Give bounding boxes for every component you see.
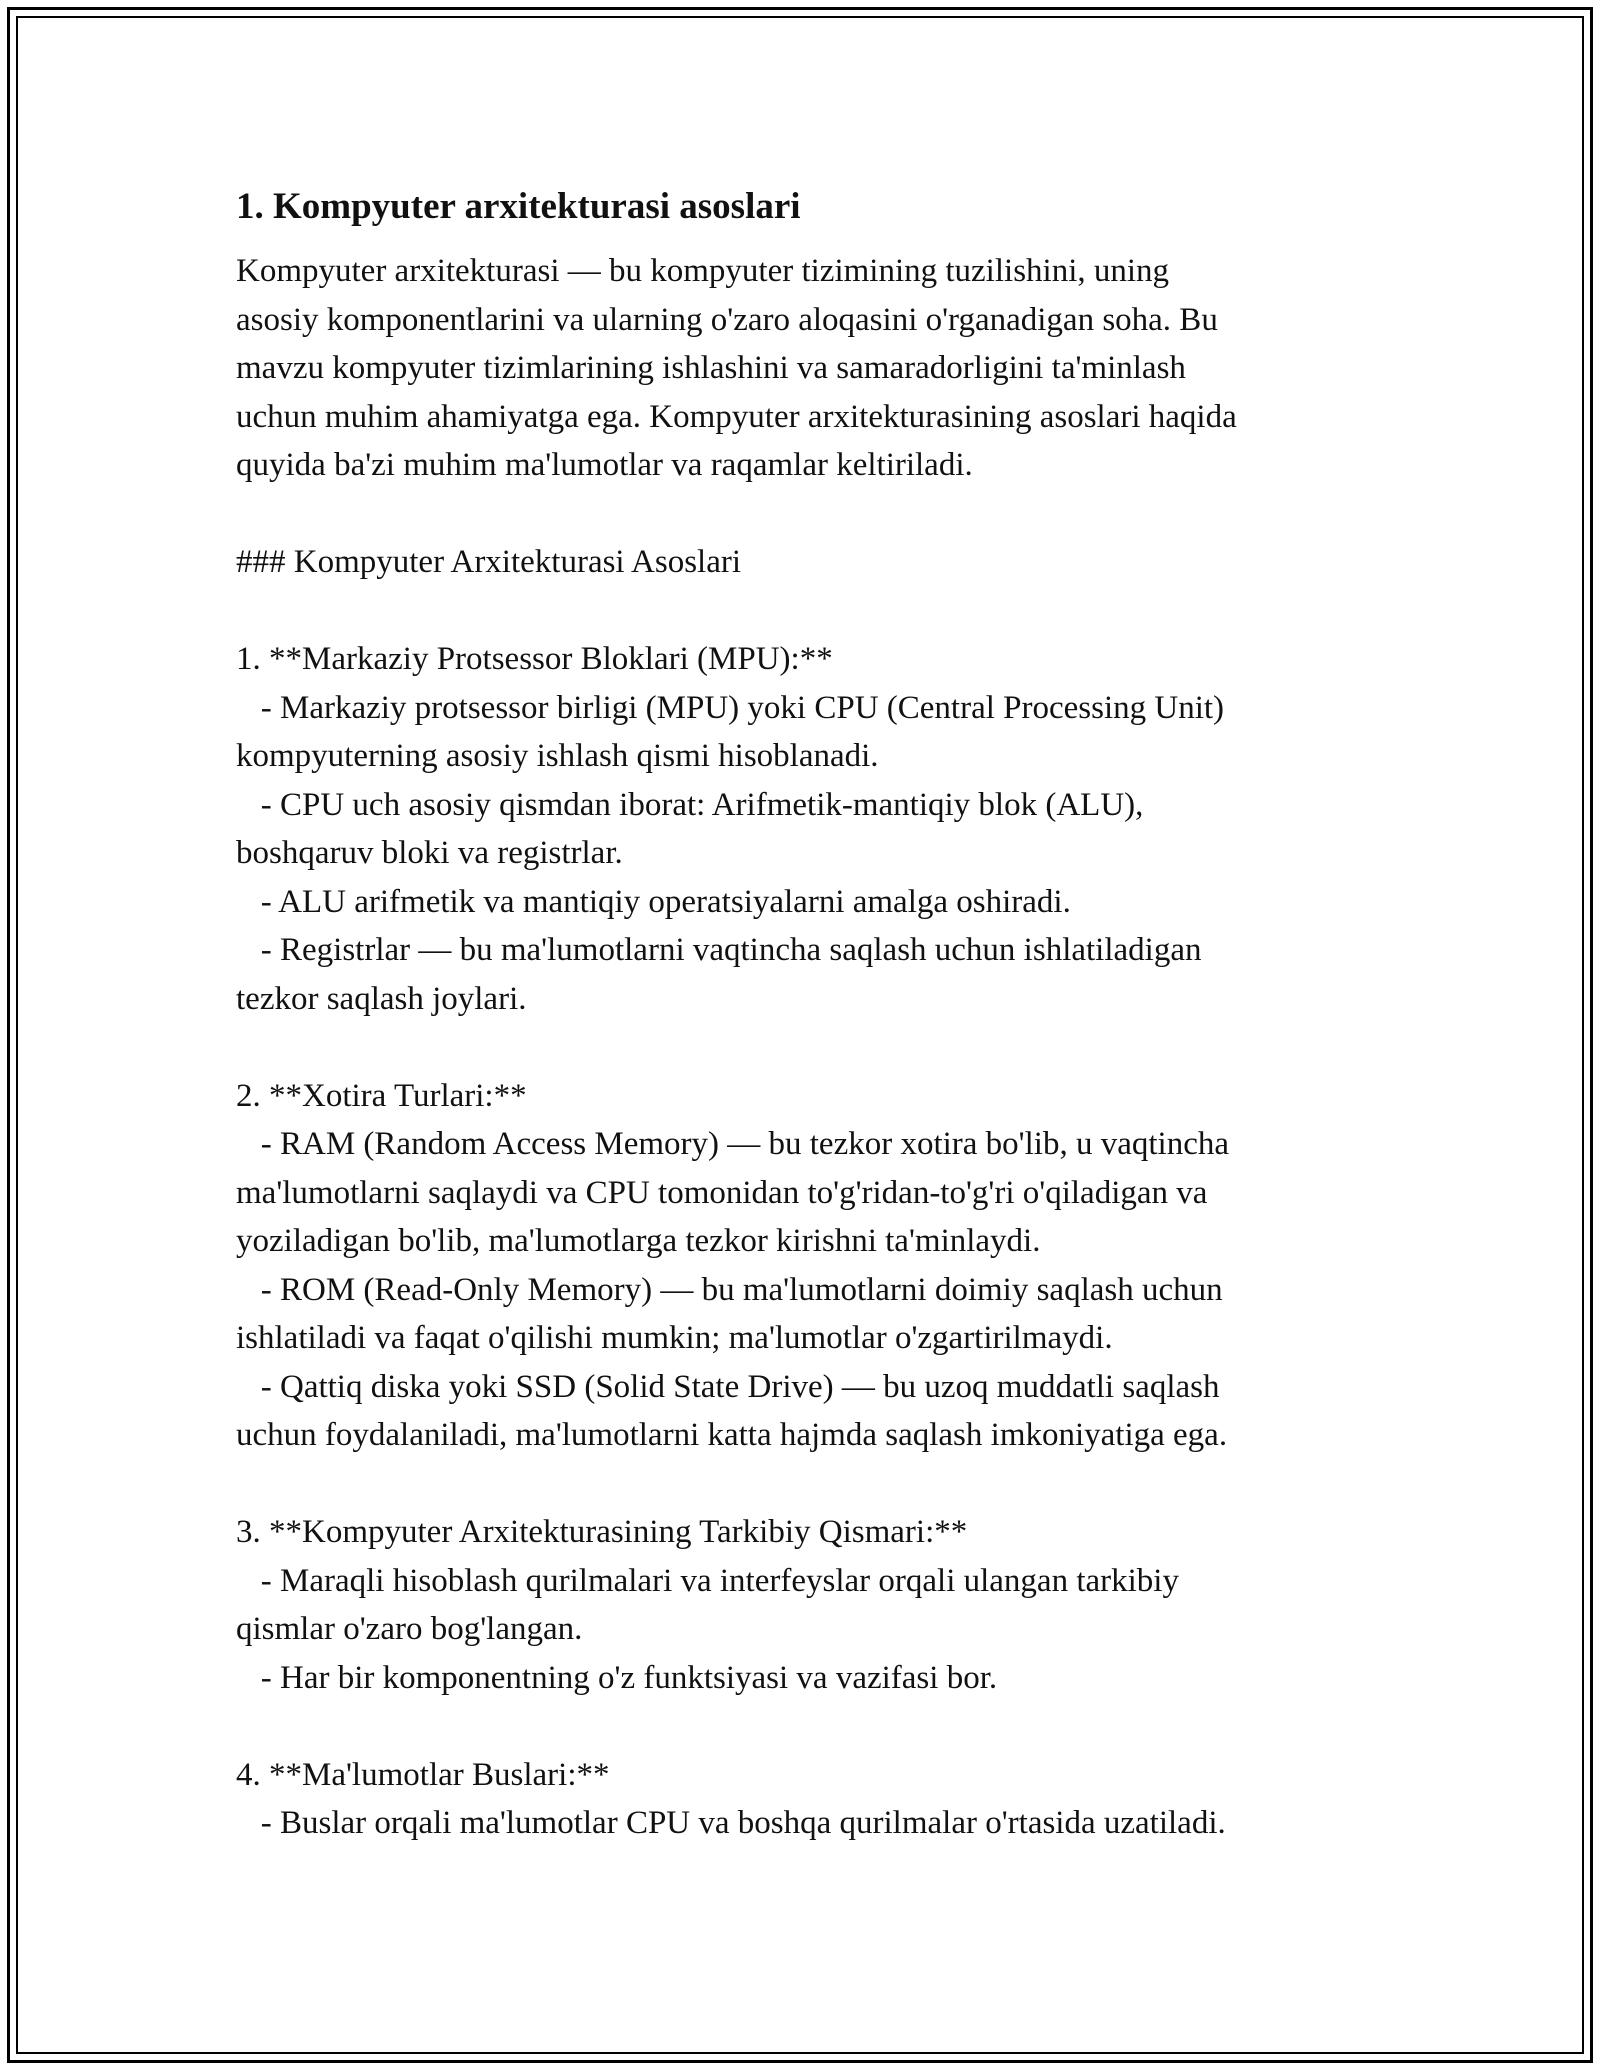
document-body xyxy=(236,183,1366,1848)
text-line: - Maraqli hisoblash qurilmalari va interfeyslar orqali ulangan tarkibiy xyxy=(236,1562,1179,1599)
text-line: boshqaruv bloki va registrlar. xyxy=(236,835,623,871)
blank-line xyxy=(236,1460,1366,1509)
text-line: ma'lumotlarni saqlaydi va CPU tomonidan to'g'ridan-to'g'ri o'qiladigan va xyxy=(236,1174,1208,1211)
document-text xyxy=(236,247,1366,1848)
text-line: uchun foydalaniladi, ma'lumotlarni katta hajmda saqlash imkoniyatiga ega. xyxy=(236,1417,1228,1453)
text-line: kompyuterning asosiy ishlash qismi hisoblanadi. xyxy=(236,738,879,774)
blank-line xyxy=(236,587,1366,636)
text-line: mavzu kompyuter tizimlarining ishlashini va samaradorligini ta'minlash xyxy=(236,350,1186,386)
text-line: - RAM (Random Access Memory) — bu tezkor xotira bo'lib, u vaqtincha xyxy=(236,1126,1229,1162)
text-line: 1. **Markaziy Protsessor Bloklari (MPU):** xyxy=(236,641,833,677)
text-line: - ROM (Read-Only Memory) — bu ma'lumotlarni doimiy saqlash uchun xyxy=(236,1271,1223,1308)
text-line: 4. **Ma'lumotlar Buslari:** xyxy=(236,1756,610,1793)
document-title: 1. Kompyuter arxitekturasi asoslari xyxy=(236,186,801,227)
text-line: - Har bir komponentning o'z funktsiyasi va vazifasi bor. xyxy=(236,1659,998,1696)
text-line: - Qattiq diska yoki SSD (Solid State Drive) — bu uzoq muddatli saqlash xyxy=(236,1368,1220,1405)
blank-line xyxy=(236,490,1366,539)
text-line: uchun muhim ahamiyatga ega. Kompyuter arxitekturasining asoslari haqida xyxy=(236,398,1237,435)
text-line: - Registrlar — bu ma'lumotlarni vaqtincha saqlash uchun ishlatiladigan xyxy=(236,932,1202,968)
text-line: tezkor saqlash joylari. xyxy=(236,980,527,1017)
text-line: - Buslar orqali ma'lumotlar CPU va boshqa qurilmalar o'rtasida uzatiladi. xyxy=(236,1805,1226,1841)
text-line: qismlar o'zaro bog'langan. xyxy=(236,1611,583,1647)
text-line: ishlatiladi va faqat o'qilishi mumkin; ma'lumotlar o'zgartirilmaydi. xyxy=(236,1320,1113,1356)
blank-line xyxy=(236,1023,1366,1072)
text-line: - ALU arifmetik va mantiqiy operatsiyalarni amalga oshiradi. xyxy=(236,883,1071,920)
text-line: 3. **Kompyuter Arxitekturasining Tarkibiy Qismari:** xyxy=(236,1514,968,1550)
text-line: Kompyuter arxitekturasi — bu kompyuter tizimining tuzilishini, uning xyxy=(236,253,1170,289)
blank-line xyxy=(236,1702,1366,1751)
text-line: quyida ba'zi muhim ma'lumotlar va raqamlar keltiriladi. xyxy=(236,447,973,483)
text-line: 2. **Xotira Turlari:** xyxy=(236,1077,527,1114)
text-line: yoziladigan bo'lib, ma'lumotlarga tezkor kirishni ta'minlaydi. xyxy=(236,1223,1041,1259)
text-line: - Markaziy protsessor birligi (MPU) yoki CPU (Central Processing Unit) xyxy=(236,689,1225,726)
text-line: asosiy komponentlarini va ularning o'zaro aloqasini o'rganadigan soha. Bu xyxy=(236,301,1218,338)
text-line: ### Kompyuter Arxitekturasi Asoslari xyxy=(236,544,742,580)
text-line: - CPU uch asosiy qismdan iborat: Arifmetik-mantiqiy blok (ALU), xyxy=(236,786,1144,823)
